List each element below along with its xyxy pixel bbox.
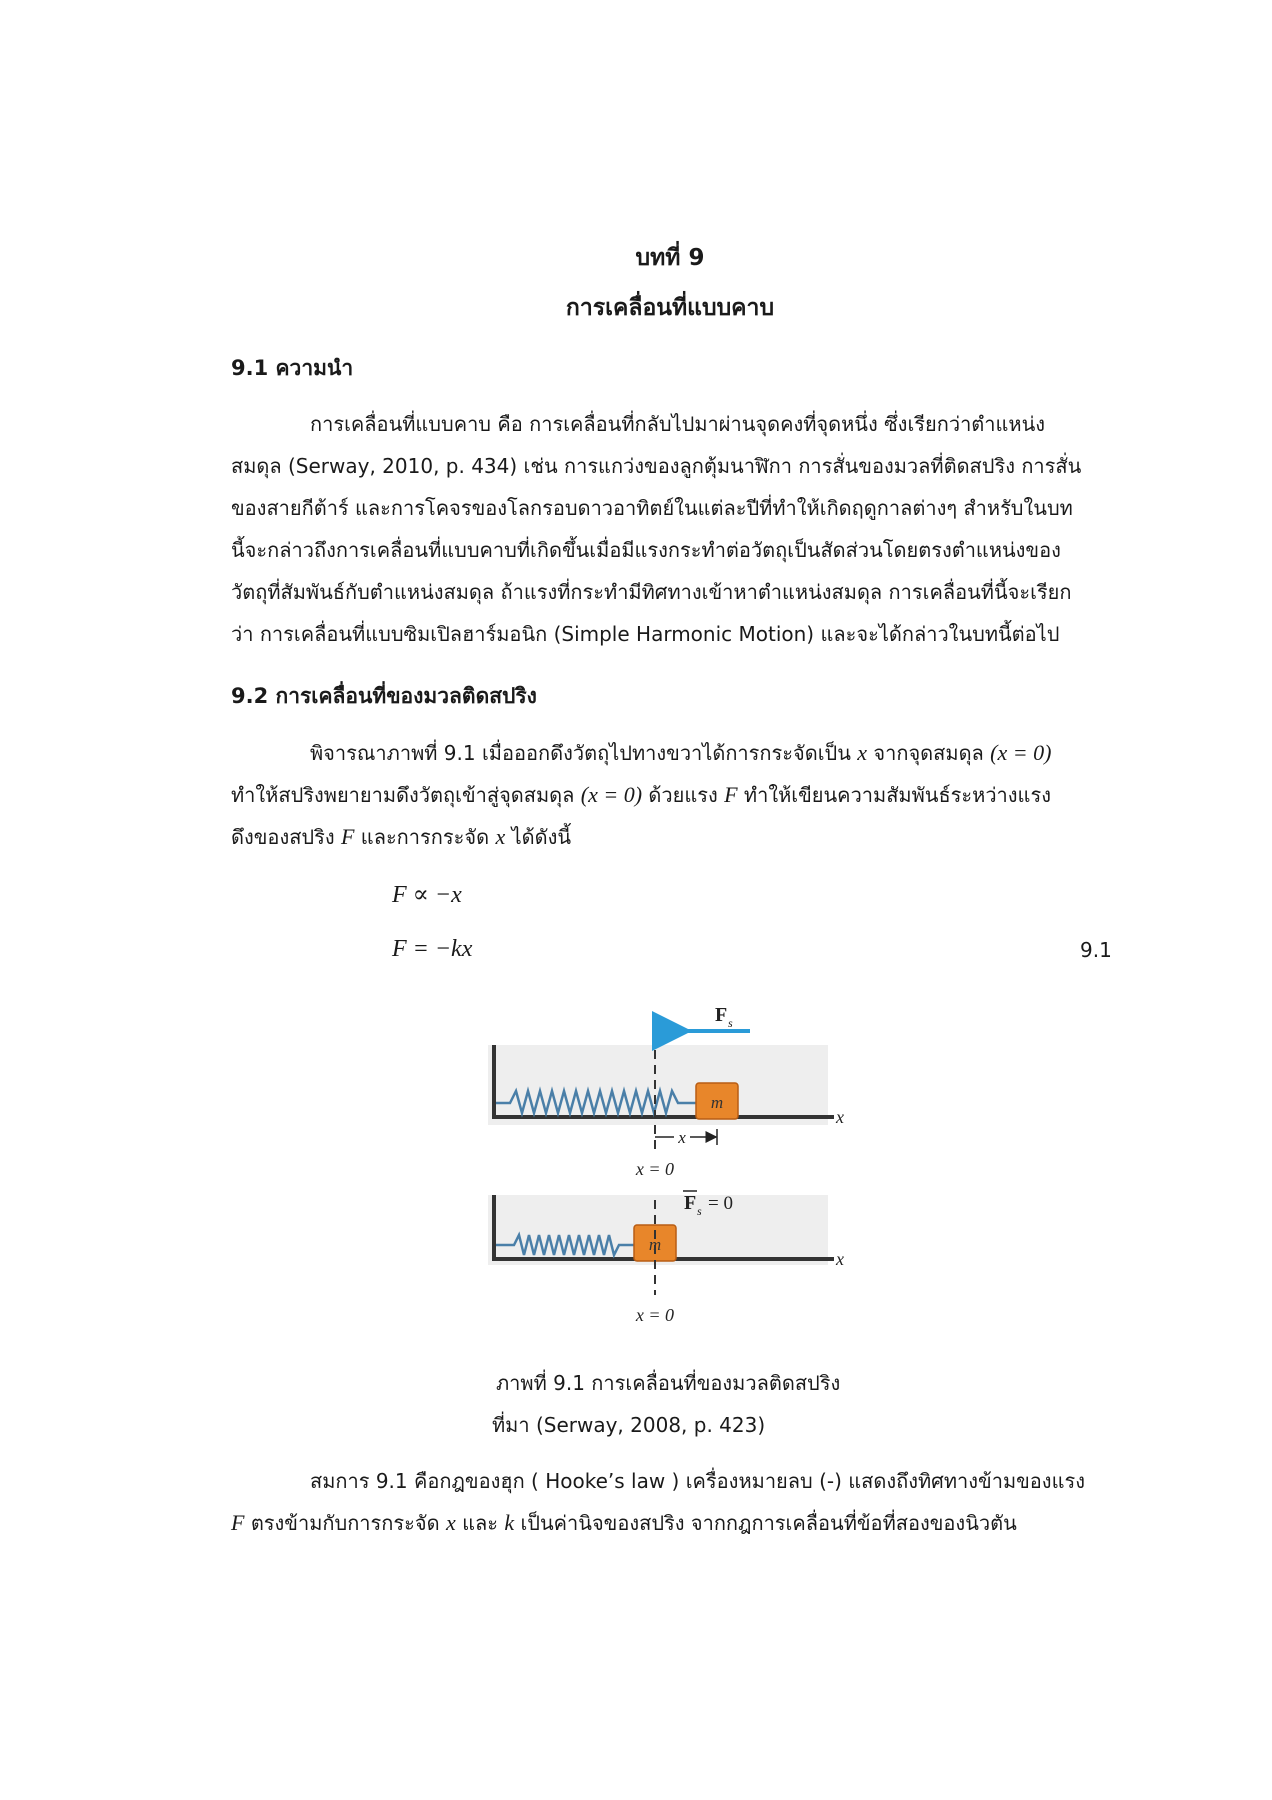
- paragraph-line: [231, 1502, 1111, 1544]
- force-label: F: [715, 1005, 728, 1026]
- equation-number: 9.1: [1080, 938, 1112, 962]
- math-symbol: x: [495, 824, 506, 849]
- paragraph-line: การเคลื่อนที่แบบคาบ คือ การเคลื่อนที่กลับไปมาผ่านจุดคงที่จุดหนึ่ง ซึ่งเรียกว่าตำแหน่ง: [310, 412, 1046, 436]
- text-run: จากจุดสมดุล: [873, 741, 984, 765]
- section-heading-intro: 9.1 ความนำ: [231, 356, 354, 380]
- spring-mass-figure: [488, 1005, 848, 1345]
- math-symbol: F: [231, 1510, 245, 1535]
- math-symbol: k: [504, 1510, 515, 1535]
- text-run: ได้ดังนี้: [511, 825, 572, 849]
- figure-source: ที่มา (Serway, 2008, p. 423): [492, 1413, 766, 1437]
- text-run: เป็นค่านิจของสปริง จากกฎการเคลื่อนที่ข้อที่สองของนิวตัน: [520, 1511, 1017, 1535]
- text-run: ทำให้สปริงพยายามดึงวัตถุเข้าสู่จุดสมดุล: [231, 783, 575, 807]
- math-symbol: F: [340, 824, 355, 849]
- figure-caption: ภาพที่ 9.1 การเคลื่อนที่ของมวลติดสปริง: [496, 1371, 841, 1395]
- chapter-number: บทที่ 9: [635, 245, 705, 271]
- origin-label: x = 0: [635, 1305, 675, 1325]
- paragraph-line: นี้จะกล่าวถึงการเคลื่อนที่แบบคาบที่เกิดขึ้นเมื่อมีแรงกระทำต่อวัตถุเป็นสัดส่วนโดยตรงตำแหน่งของ: [231, 538, 1061, 562]
- text-run: ดึงของสปริง: [231, 825, 335, 849]
- stretched-spring-diagram: [488, 1005, 844, 1179]
- shadow-backdrop: [488, 1045, 828, 1125]
- text-run: พิจารณาภาพที่ 9.1 เมื่อออกดึงวัตถุไปทางขวาได้การกระจัดเป็น: [310, 741, 851, 765]
- paragraph-line: [231, 774, 1111, 816]
- paragraph-line: [231, 732, 1111, 774]
- paragraph-line: วัตถุที่สัมพันธ์กับตำแหน่งสมดุล ถ้าแรงที่กระทำมีทิศทางเข้าหาตำแหน่งสมดุล การเคลื่อนที่นี้จะเรียก: [231, 580, 1072, 604]
- displacement-label: x: [678, 1128, 686, 1147]
- math-expression: (x = 0): [990, 740, 1052, 765]
- axis-label: x: [836, 1249, 844, 1269]
- force-subscript: s: [697, 1204, 702, 1218]
- mass-label: m: [648, 1235, 662, 1254]
- paragraph-line: ว่า การเคลื่อนที่แบบซิมเปิลฮาร์มอนิก (Simple Harmonic Motion) และจะได้กล่าวในบทนี้ต่อไป: [231, 622, 1060, 646]
- equation-hooke: F = −kx: [392, 936, 473, 962]
- equilibrium-spring-diagram: [488, 1191, 844, 1325]
- intro-paragraph: [231, 403, 1111, 655]
- force-zero-label: = 0: [708, 1193, 733, 1214]
- text-run: ด้วยแรง: [648, 783, 718, 807]
- chapter-title: การเคลื่อนที่แบบคาบ: [565, 295, 775, 321]
- math-symbol: x: [857, 740, 868, 765]
- text-run: และ: [462, 1511, 498, 1535]
- axis-label: x: [836, 1107, 844, 1127]
- math-expression: (x = 0): [580, 782, 643, 807]
- origin-label: x = 0: [635, 1159, 675, 1179]
- force-subscript: s: [728, 1016, 733, 1030]
- spring-paragraph: [231, 732, 1111, 858]
- text-run: และการกระจัด: [360, 825, 490, 849]
- hooke-paragraph: [231, 1460, 1111, 1544]
- math-symbol: x: [445, 1510, 456, 1535]
- math-symbol: F: [724, 782, 738, 807]
- paragraph-line: ของสายกีต้าร์ และการโคจรของโลกรอบดาวอาทิตย์ในแต่ละปีที่ทำให้เกิดฤดูกาลต่างๆ สำหรับในบท: [231, 496, 1073, 520]
- text-run: ตรงข้ามกับการกระจัด: [250, 1511, 440, 1535]
- equation-proportional: F ∝ −x: [392, 882, 462, 908]
- paragraph-line: สมการ 9.1 คือกฎของฮุก ( Hooke’s law ) เครื่องหมายลบ (-) แสดงถึงทิศทางข้ามของแรง: [310, 1469, 1085, 1493]
- section-heading-spring: 9.2 การเคลื่อนที่ของมวลติดสปริง: [231, 684, 537, 708]
- paragraph-line: สมดุล (Serway, 2010, p. 434) เช่น การแกว่งของลูกตุ้มนาฬิกา การสั่นของมวลที่ติดสปริง การสั่น: [231, 454, 1082, 478]
- paragraph-line: [231, 816, 1111, 858]
- text-run: ทำให้เขียนความสัมพันธ์ระหว่างแรง: [743, 783, 1051, 807]
- mass-label: m: [710, 1093, 724, 1112]
- force-label: F: [684, 1192, 697, 1214]
